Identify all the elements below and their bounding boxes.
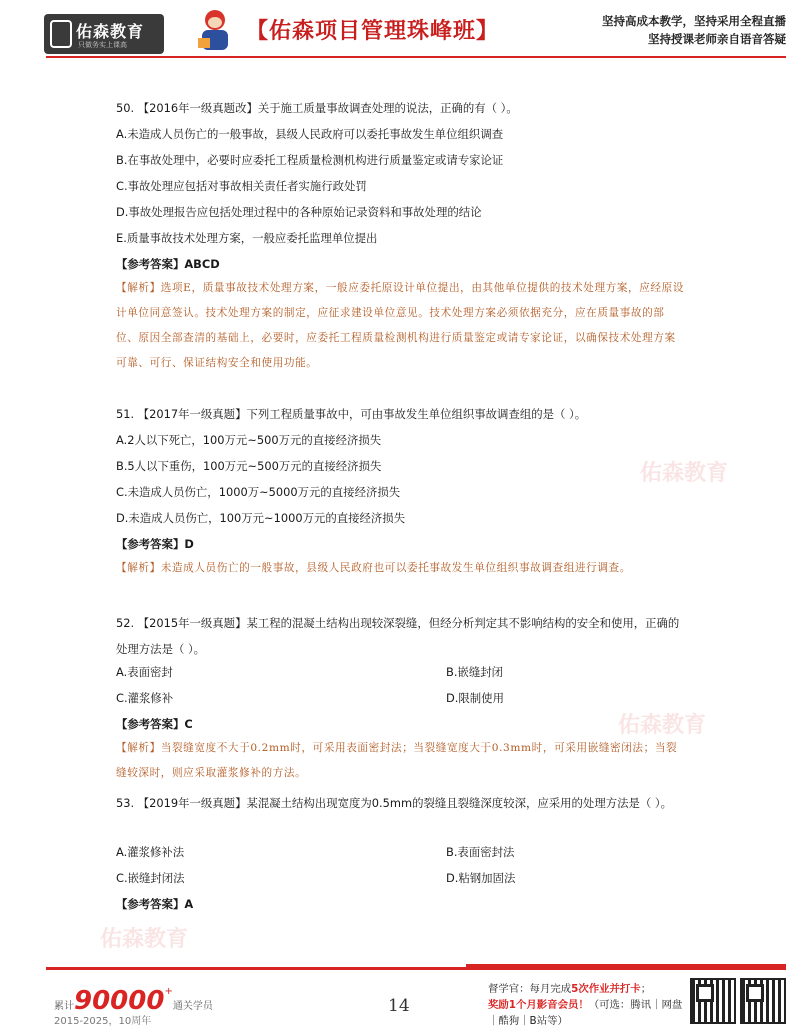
option-row bbox=[116, 688, 686, 714]
logo-mark-icon bbox=[50, 20, 72, 48]
question-52 bbox=[116, 610, 686, 786]
question-list bbox=[116, 98, 686, 920]
page-number: 14 bbox=[388, 996, 410, 1016]
option-row bbox=[116, 842, 686, 868]
option: C.灌浆修补 bbox=[116, 691, 174, 705]
header-divider bbox=[46, 56, 786, 58]
option: D.事故处理报告应包括处理过程中的各种原始记录资料和事故处理的结论 bbox=[116, 205, 482, 219]
option: B.表面密封法 bbox=[446, 845, 515, 859]
option: D.未造成人员伤亡，100万元~1000万元的直接经济损失 bbox=[116, 511, 406, 525]
promo-line2: （可选：腾讯｜网盘｜酷狗｜B站等） bbox=[488, 999, 683, 1027]
stat-plus: + bbox=[164, 986, 173, 997]
option-row bbox=[116, 662, 686, 688]
option-row bbox=[116, 868, 686, 894]
header-slogans bbox=[602, 12, 786, 48]
slogan-line-1: 坚持高成本教学，坚持采用全程直播 bbox=[602, 14, 786, 28]
option: B.5人以下重伤，100万元~500万元的直接经济损失 bbox=[116, 459, 382, 473]
question-53 bbox=[116, 790, 686, 920]
question-51 bbox=[116, 404, 686, 606]
qr-code-icon bbox=[740, 978, 786, 1024]
question-stem: 50. 【2016年一级真题改】关于施工质量事故调查处理的说法，正确的有（ ）。 bbox=[116, 101, 518, 115]
option: B.在事故处理中，必要时应委托工程质量检测机构进行质量鉴定或请专家论证 bbox=[116, 153, 504, 167]
watermark: 佑森教育 bbox=[640, 461, 729, 486]
mascot-icon bbox=[198, 8, 232, 54]
option: E.质量事故技术处理方案，一般应委托监理单位提出 bbox=[116, 231, 378, 245]
page-header bbox=[0, 0, 800, 64]
option: D.限制使用 bbox=[446, 691, 504, 705]
option: A.2人以下死亡，100万元~500万元的直接经济损失 bbox=[116, 433, 382, 447]
question-stem: 53. 【2019年一级真题】某混凝土结构出现宽度为0.5mm的裂缝且裂缝深度较深，应采用的处理方法是（ ）。 bbox=[116, 796, 672, 810]
reference-answer: 【参考答案】D bbox=[116, 537, 194, 551]
watermark: 佑森教育 bbox=[100, 927, 189, 952]
option: D.粘钢加固法 bbox=[446, 871, 516, 885]
explanation: 【解析】选项E，质量事故技术处理方案，一般应委托原设计单位提出，由其他单位提供的技术处理方案，应经原设计单位同意签认。技术处理方案的制定，应征求建设单位意见。技术处理方案必须依据充分，应在质量事故的部位、原因全部查清的基础上，必要时，应委托工程质量检测机构进行质量鉴定或请专家论证，以确保技术处理方案可靠、可行、保证结构安全和使用功能。 bbox=[116, 282, 685, 369]
brand-logo bbox=[44, 14, 164, 54]
stat-suffix: 通关学员 bbox=[172, 1001, 213, 1012]
stat-number: 90000 bbox=[74, 986, 165, 1016]
promo-line1: 督学官：每月完成 bbox=[488, 983, 572, 995]
anniversary-text: 2015-2025，10周年 bbox=[54, 1016, 152, 1027]
page-title: 【佑森项目管理珠峰班】 bbox=[246, 19, 500, 44]
option: C.嵌缝封闭法 bbox=[116, 871, 185, 885]
option: C.事故处理应包括对事故相关责任者实施行政处罚 bbox=[116, 179, 367, 193]
qr-code-icon bbox=[690, 978, 736, 1024]
slogan-line-2: 坚持授课老师亲自语音答疑 bbox=[648, 32, 786, 46]
watermark: 佑森教育 bbox=[618, 713, 707, 738]
reference-answer: 【参考答案】ABCD bbox=[116, 257, 220, 271]
question-stem: 51. 【2017年一级真题】下列工程质量事故中，可由事故发生单位组织事故调查组的是（ ）。 bbox=[116, 407, 587, 421]
option: C.未造成人员伤亡，1000万~5000万元的直接经济损失 bbox=[116, 485, 401, 499]
explanation: 【解析】当裂缝宽度不大于0.2mm时，可采用表面密封法；当裂缝宽度大于0.3mm时，可采用嵌缝密闭法；当裂缝较深时，则应采取灌浆修补的方法。 bbox=[116, 742, 678, 779]
promo-text bbox=[488, 981, 688, 1029]
logo-text: 佑森教育 bbox=[76, 22, 145, 41]
explanation: 【解析】未造成人员伤亡的一般事故，县级人民政府也可以委托事故发生单位组织事故调查组进行调查。 bbox=[116, 562, 631, 574]
option: A.灌浆修补法 bbox=[116, 845, 185, 859]
stat-prefix: 累计 bbox=[54, 1001, 74, 1012]
question-stem: 52. 【2015年一级真题】某工程的混凝土结构出现较深裂缝，但经分析判定其不影响结构的安全和使用，正确的处理方法是（ ）。 bbox=[116, 616, 680, 656]
promo-highlight-1: 5次作业并打卡 bbox=[571, 983, 641, 995]
reference-answer: 【参考答案】C bbox=[116, 717, 193, 731]
footer-divider-accent bbox=[466, 964, 786, 970]
promo-highlight-2: 奖励1个月影音会员！ bbox=[488, 999, 589, 1011]
option: A.未造成人员伤亡的一般事故，县级人民政府可以委托事故发生单位组织调查 bbox=[116, 127, 504, 141]
option: A.表面密封 bbox=[116, 665, 173, 679]
logo-subtext: 只做务实上课高 bbox=[78, 41, 127, 49]
option: B.嵌缝封闭 bbox=[446, 665, 503, 679]
reference-answer: 【参考答案】A bbox=[116, 897, 194, 911]
promo-line1-end: ； bbox=[640, 983, 652, 995]
question-50 bbox=[116, 98, 686, 401]
